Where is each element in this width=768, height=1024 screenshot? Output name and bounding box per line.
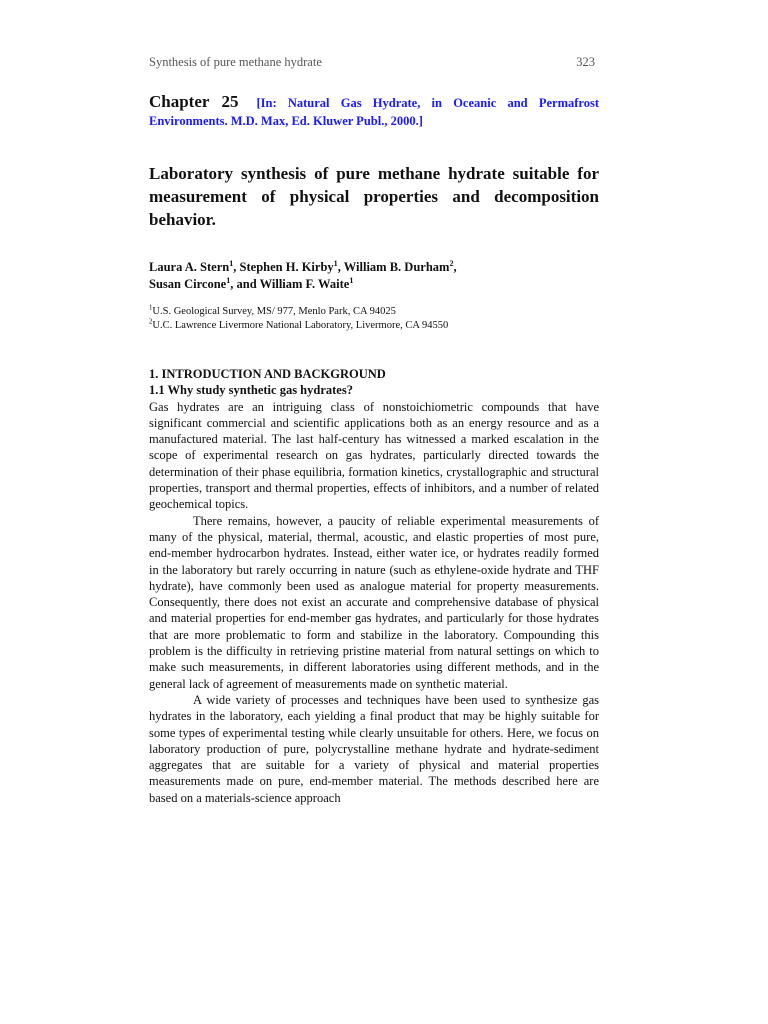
body-paragraph: Gas hydrates are an intriguing class of nonstoichiometric compounds that have significant commercial and scientific applications both as an energy resource and as a manufactured material. The last half-century has witnessed a marked escalation in the scope of experimental research on gas hydrates, particularly directed towards the determination of their phase equilibria, formation kinetics, crystallographic and structural properties, transport and thermal properties, effects of inhibitors, and a number of related geochemical topics. bbox=[149, 399, 599, 512]
affiliation-text: U.C. Lawrence Livermore National Laboratory, Livermore, CA 94550 bbox=[152, 320, 449, 331]
subsection-heading: 1.1 Why study synthetic gas hydrates? bbox=[149, 383, 353, 398]
author-affil-mark: 1 bbox=[229, 258, 234, 268]
paper-title: Laboratory synthesis of pure methane hydrate suitable for measurement of physical properties and decomposition behavior. bbox=[149, 164, 599, 229]
affiliation-line bbox=[149, 319, 599, 333]
page-number: 323 bbox=[576, 55, 595, 69]
chapter-label: Chapter 25 bbox=[149, 92, 239, 111]
affiliation-mark: 1 bbox=[149, 304, 153, 312]
author-name: Stephen H. Kirby bbox=[239, 260, 334, 274]
author-separator: , bbox=[337, 260, 344, 274]
affiliation-list bbox=[149, 305, 599, 333]
section-introduction bbox=[149, 366, 599, 806]
author-name: Susan Circone bbox=[149, 277, 227, 291]
author-name: William B. Durham bbox=[343, 260, 450, 274]
source-note: [In: Natural Gas Hydrate, in Oceanic and Permafrost Environments. M.D. Max, Ed. Kluwer Publ., 2000.] bbox=[149, 96, 599, 128]
author-affil-mark: 2 bbox=[449, 258, 454, 268]
author-name: William F. Waite bbox=[259, 277, 350, 291]
author-affil-mark: 1 bbox=[333, 258, 338, 268]
author-name: Laura A. Stern bbox=[149, 260, 230, 274]
author-affil-mark: 1 bbox=[226, 275, 231, 285]
author-separator: , bbox=[453, 260, 457, 274]
affiliation-mark: 2 bbox=[149, 318, 153, 326]
author-list bbox=[149, 259, 599, 293]
affiliation-line bbox=[149, 305, 599, 319]
body-paragraph: There remains, however, a paucity of reliable experimental measurements of many of the physical, material, thermal, acoustic, and elastic properties of most pure, end-member hydrocarbon hydrates. Instead, either water ice, or hydrates readily formed in the laboratory but rarely occurring in nature (such as ethylene-oxide hydrate and THF hydrate), have commonly been used as analogue material for property measurements. Consequently, there does not exist an accurate and comprehensive database of physical and material properties for end-member gas hydrates, and particularly for those hydrates that are more problematic to form and stabilize in the laboratory. Compounding this problem is the difficulty in retrieving pristine material from natural settings on which to make such measurements, in different laboratories using different methods, and in the general lack of agreement of measurements made on synthetic material. bbox=[149, 513, 599, 691]
section-heading: 1. INTRODUCTION AND BACKGROUND bbox=[149, 367, 386, 381]
body-paragraph: A wide variety of processes and techniques have been used to synthesize gas hydrates in the laboratory, each yielding a final product that may be highly suitable for some types of experimental testing while clearly unsuitable for others. Here, we focus on laboratory production of pure, polycrystalline methane hydrate and hydrate-sediment aggregates that are suitable for a variety of physical and material properties measurements made on pure, end-member material. The methods described here are based on a materials-science approach bbox=[149, 692, 599, 805]
affiliation-text: U.S. Geological Survey, MS/ 977, Menlo Park, CA 94025 bbox=[152, 306, 396, 317]
author-separator: , and bbox=[230, 277, 260, 291]
author-affil-mark: 1 bbox=[349, 275, 354, 285]
running-title: Synthesis of pure methane hydrate bbox=[149, 55, 322, 69]
author-separator: , bbox=[233, 260, 240, 274]
chapter-heading bbox=[149, 93, 599, 130]
